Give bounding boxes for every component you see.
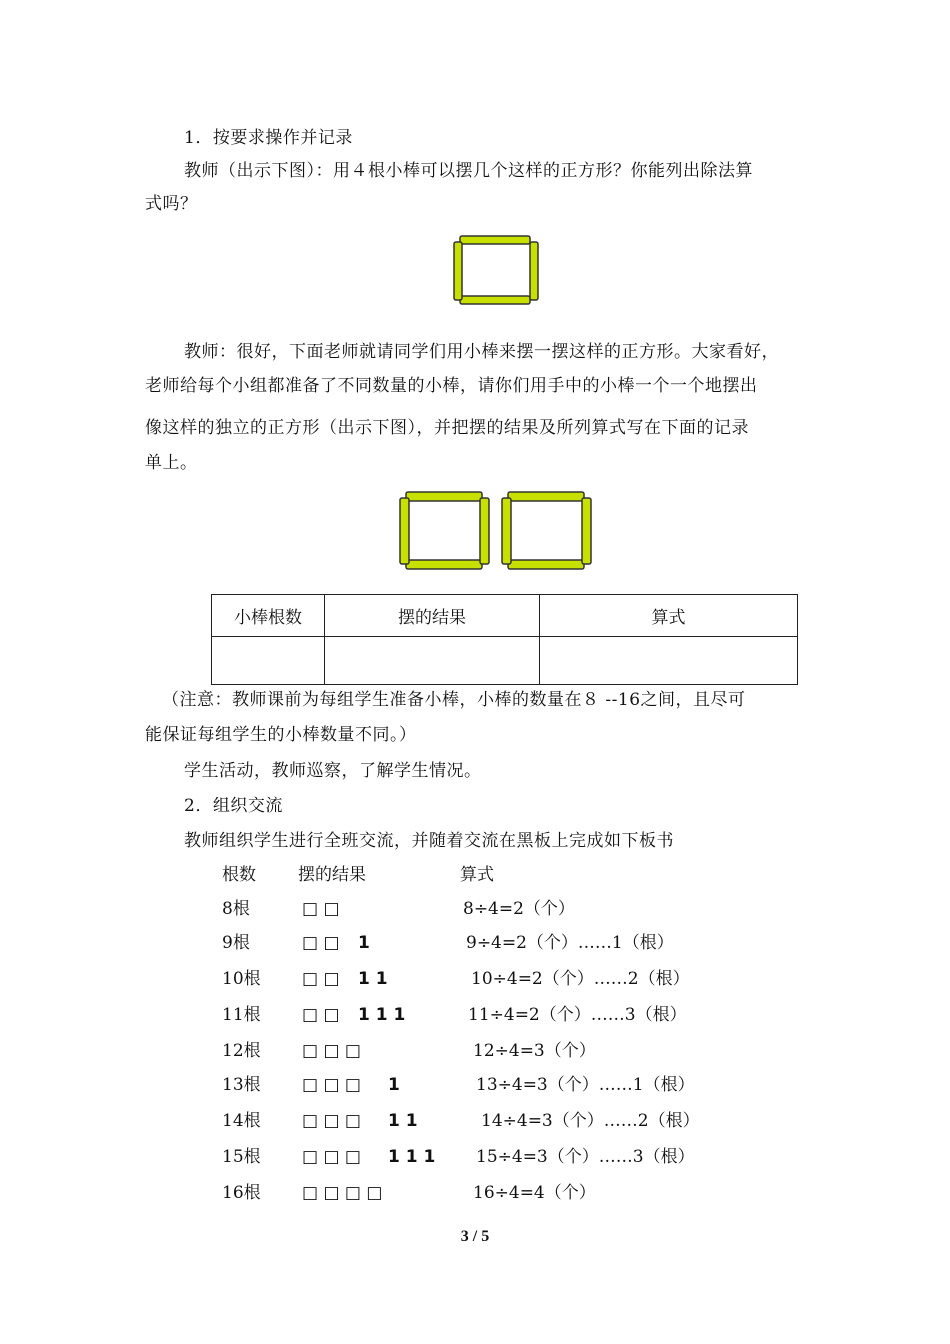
paragraph-line: 教师：很好，下面老师就请同学们用小棒来摆一摆这样的正方形。大家看好， bbox=[184, 342, 779, 362]
board-boxes: □ □ □ □ bbox=[302, 1183, 383, 1203]
board-boxes: □ □ bbox=[302, 899, 340, 919]
board-formula: 8÷4=2（个） bbox=[463, 899, 575, 919]
board-header-result: 摆的结果 bbox=[298, 865, 366, 885]
board-count: 12根 bbox=[222, 1041, 261, 1061]
board-count: 14根 bbox=[222, 1111, 261, 1131]
table-header: 小棒根数 bbox=[212, 595, 325, 637]
board-formula: 13÷4=3（个）……1（根） bbox=[476, 1075, 695, 1095]
board-boxes: □ □ □ bbox=[302, 1147, 361, 1167]
board-formula: 11÷4=2（个）……3（根） bbox=[468, 1005, 687, 1025]
board-boxes: □ □ bbox=[302, 933, 340, 953]
board-count: 11根 bbox=[222, 1005, 261, 1025]
board-count: 8根 bbox=[222, 899, 250, 919]
board-count: 9根 bbox=[222, 933, 250, 953]
table-header: 算式 bbox=[540, 595, 798, 637]
board-ones: 1 bbox=[388, 1075, 400, 1095]
paragraph-line: 教师（出示下图）：用４根小棒可以摆几个这样的正方形？你能列出除法算 bbox=[184, 161, 753, 181]
stick-square bbox=[502, 492, 591, 569]
table-cell bbox=[325, 637, 540, 685]
page-number: 3 / 5 bbox=[460, 1228, 490, 1245]
board-count: 15根 bbox=[222, 1147, 261, 1167]
board-formula: 9÷4=2（个）……1（根） bbox=[466, 933, 674, 953]
board-boxes: □ □ □ bbox=[302, 1111, 361, 1131]
board-boxes: □ □ □ bbox=[302, 1075, 361, 1095]
board-boxes: □ □ bbox=[302, 969, 340, 989]
paragraph-line: 老师给每个小组都准备了不同数量的小棒，请你们用手中的小棒一个一个地摆出 bbox=[145, 376, 758, 396]
board-boxes: □ □ bbox=[302, 1005, 340, 1025]
note-line: （注意：教师课前为每组学生准备小棒，小棒的数量在８ --16之间，且尽可 bbox=[162, 690, 746, 710]
stick-square-figure bbox=[448, 232, 544, 308]
board-formula: 15÷4=3（个）……3（根） bbox=[476, 1147, 695, 1167]
paragraph-line: 单上。 bbox=[145, 453, 198, 473]
board-formula: 12÷4=3（个） bbox=[473, 1041, 596, 1061]
board-formula: 16÷4=4（个） bbox=[473, 1183, 596, 1203]
board-ones: 1 1 bbox=[388, 1111, 418, 1131]
board-formula: 10÷4=2（个）……2（根） bbox=[471, 969, 690, 989]
note-line: 能保证每组学生的小棒数量不同。） bbox=[145, 725, 417, 745]
paragraph-line: 式吗？ bbox=[145, 194, 198, 214]
stick-square bbox=[400, 492, 489, 569]
table-cell bbox=[540, 637, 798, 685]
board-count: 16根 bbox=[222, 1183, 261, 1203]
board-header-formula: 算式 bbox=[460, 865, 494, 885]
board-ones: 1 1 1 bbox=[358, 1005, 406, 1025]
board-count: 13根 bbox=[222, 1075, 261, 1095]
board-ones: 1 bbox=[358, 933, 370, 953]
stick-square bbox=[454, 236, 538, 304]
paragraph-line: 像这样的独立的正方形（出示下图），并把摆的结果及所列算式写在下面的记录 bbox=[145, 418, 749, 438]
heading-2: 2．组织交流 bbox=[184, 796, 283, 816]
board-boxes: □ □ □ bbox=[302, 1041, 361, 1061]
two-stick-squares-figure bbox=[396, 488, 592, 574]
board-ones: 1 1 1 bbox=[388, 1147, 436, 1167]
board-ones: 1 1 bbox=[358, 969, 388, 989]
board-header-count: 根数 bbox=[222, 865, 256, 885]
paragraph-line: 学生活动，教师巡察，了解学生情况。 bbox=[184, 761, 482, 781]
table-cell bbox=[212, 637, 325, 685]
record-table bbox=[211, 594, 798, 685]
paragraph-line: 教师组织学生进行全班交流，并随着交流在黑板上完成如下板书 bbox=[184, 831, 674, 851]
table-header: 摆的结果 bbox=[325, 595, 540, 637]
heading-1: 1．按要求操作并记录 bbox=[184, 128, 353, 148]
board-formula: 14÷4=3（个）……2（根） bbox=[481, 1111, 700, 1131]
board-count: 10根 bbox=[222, 969, 261, 989]
